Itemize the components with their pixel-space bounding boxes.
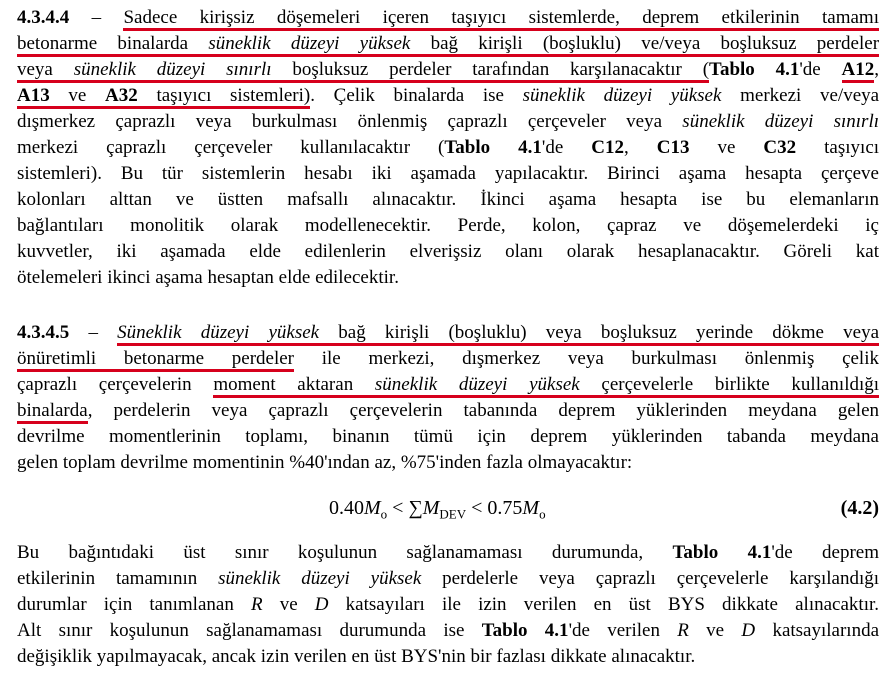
after-line-1 [17, 540, 879, 566]
eq-less-than: < [471, 497, 483, 519]
s444-dash: – [91, 7, 102, 28]
after-line-3 [17, 592, 879, 618]
s445-text: çerçevelerle birlikte kullanıldığı [601, 374, 880, 395]
after-line-5 [17, 644, 879, 670]
s444-system-a13: A13 [17, 85, 50, 106]
s444-text: 'de [541, 137, 564, 158]
s444-line-1 [17, 5, 879, 31]
eq-sum-symbol: ∑ [408, 497, 423, 519]
eq-var-m: M [422, 497, 440, 519]
s444-line-2 [17, 31, 879, 57]
s444-line-5 [17, 109, 879, 135]
eq-sub-dev: DEV [439, 506, 467, 522]
s445-underlined-text: önüretimli betonarme perdeler [17, 348, 294, 372]
eq-sub-o: o [539, 506, 546, 522]
s444-text: taşıyıcı [824, 137, 880, 158]
s445-dash: – [88, 322, 98, 343]
after-text: 'de deprem [771, 542, 880, 563]
s444-system-c12: C12 [591, 137, 624, 158]
eq-coef-left: 0.40 [329, 497, 364, 519]
after-text: Alt sınır koşulunun sağlanamaması durumunda ise [17, 620, 465, 641]
s445-line-1 [17, 320, 879, 346]
s445-line-4 [17, 398, 879, 424]
equation-formula [329, 492, 546, 531]
s444-line-3 [17, 57, 879, 83]
s445-text: , perdelerin veya çaprazlı çerçevelerin tabanında deprem yüklerinden meydana gelen [87, 400, 879, 421]
s445-number: 4.3.4.5 [17, 322, 70, 343]
s444-table-ref: Tablo 4.1 [444, 137, 542, 158]
s445-text: ile merkezi, dışmerkez veya burkulması önlenmiş çelik [321, 348, 879, 369]
s444-text: ve [68, 85, 87, 106]
eq-var-m: M [364, 497, 381, 519]
s444-text: bağlantıları monolitik olarak modellenecektir. Perde, kolon, çapraz ve döşemelerdeki iç [17, 215, 879, 236]
after-italic-term: süneklik düzeyi yüksek [218, 568, 422, 589]
s444-text: kolonları alttan ve üstten mafsallı alınacaktır. İkinci aşama hesapta ise bu elemanların [17, 189, 879, 210]
s444-table-ref: Tablo 4.1 [709, 59, 800, 80]
s445-italic-term: Süneklik düzeyi yüksek [117, 322, 320, 343]
after-table-ref: Tablo 4.1 [481, 620, 569, 641]
equation-4-2 [17, 492, 879, 524]
after-table-ref: Tablo 4.1 [672, 542, 772, 563]
s445-line-6 [17, 450, 879, 476]
s444-underlined-text-1: Sadece kirişsiz döşemeleri içeren taşıyıcı sistemlerde, deprem etkilerinin tamamı [123, 7, 879, 31]
s444-system-c13: C13 [656, 137, 690, 158]
s444-system-a12: A12 [842, 59, 875, 83]
s444-text: ötelemeleri ikinci aşama hesaptan elde edilecektir. [17, 267, 399, 288]
s444-text: ve [717, 137, 736, 158]
s444-comma: , [874, 59, 880, 80]
s444-line-10 [17, 239, 879, 265]
s445-italic-term: süneklik düzeyi yüksek [374, 374, 580, 395]
eq-var-m: M [522, 497, 540, 519]
s444-text: veya [17, 59, 53, 80]
eq-sub-o: o [380, 506, 388, 522]
s444-text: betonarme binalarda [17, 33, 189, 54]
s444-comma: , [624, 137, 629, 158]
s444-line-8 [17, 187, 879, 213]
s445-line-2 [17, 346, 879, 372]
s444-line-7 [17, 161, 879, 187]
after-text: ve [706, 620, 725, 641]
after-var-r: R [250, 594, 263, 615]
s444-text: boşluksuz perdeler tarafından karşılanacaktır ( [292, 59, 710, 80]
after-text: Bu bağıntıdaki üst sınır koşulunun sağlanamaması durumunda, [17, 542, 644, 563]
s444-text: dışmerkez çaprazlı veya burkulması önlenmiş çaprazlı çerçeveler veya [17, 111, 663, 132]
s444-text: taşıyıcı sistemleri) [156, 85, 311, 106]
s444-text: sistemleri). Bu tür sistemlerin hesabı iki aşamada yapılacaktır. Birinci aşama hesapta çerçeve [17, 163, 879, 184]
equation-number: (4.2) [840, 497, 879, 519]
s445-text: moment aktaran [213, 374, 354, 395]
eq-less-than: < [392, 497, 404, 519]
s445-line-3 [17, 372, 879, 398]
s444-line-11 [17, 265, 879, 291]
s444-text: kuvvetler, iki aşamada elde edilenlerin elverişsiz olanı olarak hesaplanacaktır. Göreli kat [17, 241, 879, 262]
after-text: 'de verilen [568, 620, 660, 641]
s444-text: merkezi çaprazlı çerçeveler kullanılacaktır ( [17, 137, 445, 158]
s445-underlined-text: binalarda [17, 400, 88, 424]
s444-text: merkezi ve/veya [740, 85, 880, 106]
s444-italic-term: süneklik düzeyi yüksek [208, 33, 411, 54]
eq-coef-right: 0.75 [487, 497, 523, 519]
s444-text: . Çelik binalarda ise [310, 85, 504, 106]
after-var-r: R [677, 620, 689, 641]
s444-line-9 [17, 213, 879, 239]
s444-text: bağ kirişli (boşluklu) ve/veya boşluksuz perdeler [430, 33, 880, 54]
s444-italic-term: süneklik düzeyi yüksek [522, 85, 722, 106]
after-line-4 [17, 618, 879, 644]
s445-text: devrilme momentlerinin toplamı, binanın tümü için deprem yüklerinden tabanda meydana [17, 426, 879, 447]
after-line-2 [17, 566, 879, 592]
after-var-d: D [741, 620, 756, 641]
s444-italic-term: süneklik düzeyi sınırlı [73, 59, 272, 80]
s444-line-6 [17, 135, 879, 161]
after-text: katsayıları ile izin verilen en üst BYS dikkate alınacaktır. [345, 594, 879, 615]
s445-line-5 [17, 424, 879, 450]
s445-text: bağ kirişli (boşluklu) veya boşluksuz yerinde dökme veya [338, 322, 880, 343]
after-text: perdelerle veya çaprazlı çerçevelerle karşılandığı [442, 568, 880, 589]
s444-number: 4.3.4.4 [17, 7, 70, 28]
after-text: katsayılarında [772, 620, 880, 641]
after-text: değişiklik yapılmayacak, ancak izin verilen en üst BYS'nin bir fazlası dikkate alınacaktır. [17, 646, 696, 667]
s444-system-c32: C32 [763, 137, 797, 158]
after-text: ve [279, 594, 298, 615]
s445-text: çaprazlı çerçevelerin [17, 374, 192, 395]
after-var-d: D [314, 594, 329, 615]
s445-text: gelen toplam devrilme momentinin %40'ından az, %75'inden fazla olmayacaktır: [17, 452, 633, 473]
s444-italic-term: süneklik düzeyi sınırlı [682, 111, 880, 132]
s444-system-a32: A32 [105, 85, 138, 106]
s444-line-4 [17, 83, 879, 109]
s444-text: 'de [799, 59, 821, 80]
after-text: etkilerinin tamamının [17, 568, 198, 589]
after-text: durumlar için tanımlanan [17, 594, 234, 615]
